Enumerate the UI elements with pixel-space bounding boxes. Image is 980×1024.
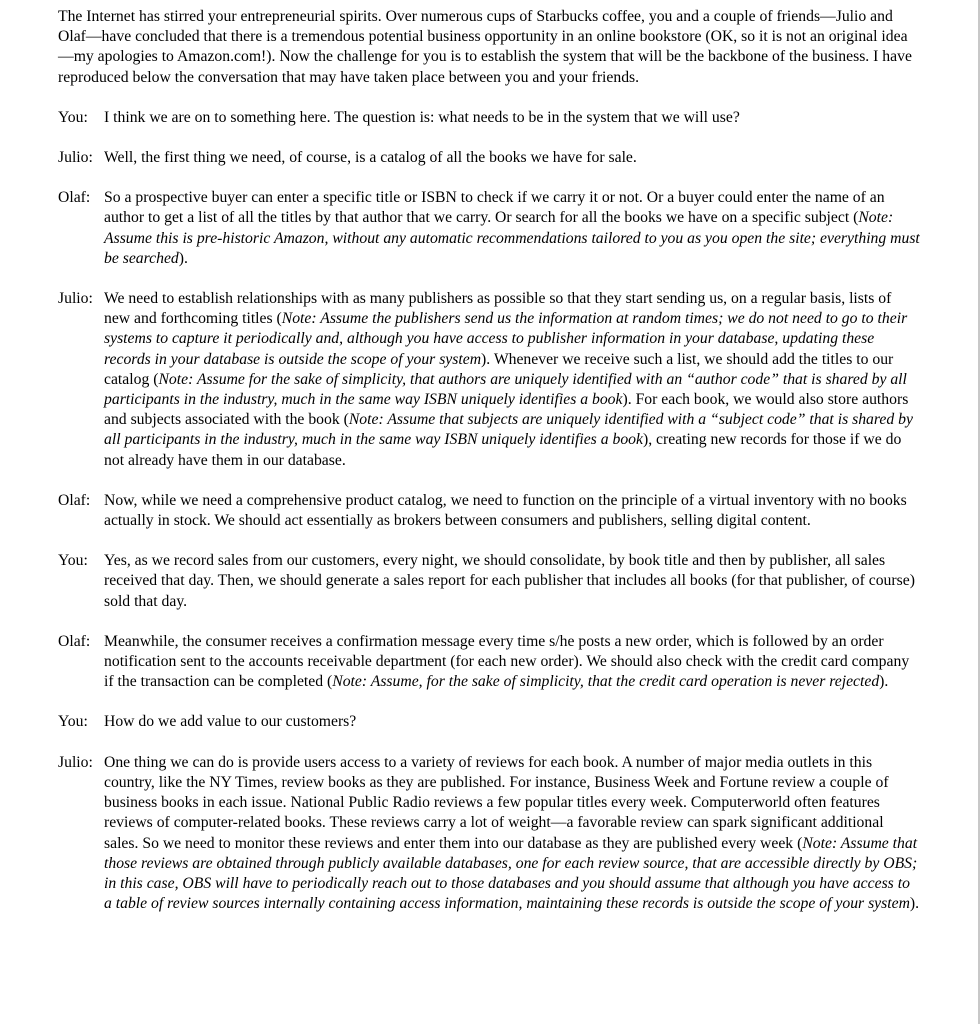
speaker-label: You: <box>58 713 88 731</box>
speaker-label: Olaf: <box>58 632 91 650</box>
speaker-label: You: <box>58 108 88 126</box>
italic-note: Note: Assume the publishers send us the information at random times; we do not need to go to their systems to capture it periodically and, although you have access to publisher information in your database, updating these records in your database is outside the scope of your system <box>104 310 908 368</box>
dialogue-turn <box>58 712 920 732</box>
speech-segment: ). <box>879 673 889 691</box>
document-body <box>58 7 920 934</box>
dialogue-turn <box>58 753 920 915</box>
dialogue-turn <box>58 188 920 269</box>
speech-text <box>104 148 920 168</box>
speech-text <box>104 108 920 128</box>
dialogue-turn <box>58 491 920 531</box>
italic-note: Note: Assume this is pre-historic Amazon, without any automatic recommendations tailored to you as you open the site; everything must be searched <box>104 209 920 267</box>
speaker-label: Julio: <box>58 753 93 771</box>
dialogue-turn <box>58 108 920 128</box>
speech-segment: ). For each book, we would also store authors and subjects associated with the book ( <box>104 391 909 429</box>
speech-segment: One thing we can do is provide users access to a variety of reviews for each book. A number of major media outlets in this country, like the NY Times, review books as they are published. For instance, Business Week and Fortune review a couple of business books in each issue. National Public Radio reviews a few popular titles every week. Computerworld often features reviews of computer-related books. These reviews carry a lot of weight—a favorable review can spark significant additional sales. So we need to monitor these reviews and enter them into our database as they are published every week ( <box>104 753 889 852</box>
dialogue-turn <box>58 551 920 612</box>
italic-note: Note: Assume, for the sake of simplicity, that the credit card operation is never rejected <box>332 673 880 691</box>
speech-text <box>104 551 920 612</box>
speaker-label: Olaf: <box>58 491 91 509</box>
speech-text <box>104 289 920 471</box>
speech-text <box>104 712 920 732</box>
speech-segment: Now, while we need a comprehensive product catalog, we need to function on the principle of a virtual inventory with no books actually in stock. We should act essentially as brokers between consumers and publishers, selling digital content. <box>104 491 907 530</box>
speaker-label: Julio: <box>58 290 93 308</box>
speaker-label: Olaf: <box>58 189 91 207</box>
italic-note: Note: Assume that subjects are uniquely identified with a “subject code” that is shared by all participants in the industry, much in the same way ISBN uniquely identifies a book <box>104 411 913 449</box>
speaker-label: You: <box>58 552 88 570</box>
speech-text <box>104 491 920 531</box>
speech-segment: How do we add value to our customers? <box>104 713 357 731</box>
speech-segment: ). Whenever we receive such a list, we should add the titles to our catalog ( <box>104 350 894 388</box>
speech-text <box>104 632 920 693</box>
speech-segment: Yes, as we record sales from our customers, every night, we should consolidate, by book title and then by publisher, all sales received that day. Then, we should generate a sales report for each publisher that includes all books (for that publisher, of course) sold that day. <box>104 552 915 610</box>
speech-segment: ), creating new records for those if we do not already have them in our database. <box>104 431 902 469</box>
italic-note: Note: Assume that those reviews are obtained through publicly available databases, one for each review source, that are accessible directly by OBS; in this case, OBS will have to periodically reach out to those databases and you should assume that although you have access to a table of review sources internally containing access information, maintaining these records is outside the scope of your system <box>104 834 918 913</box>
dialogue-turn <box>58 632 920 693</box>
speech-segment: Meanwhile, the consumer receives a confirmation message every time s/he posts a new order, which is followed by an order notification sent to the accounts receivable department (for each new order). We should also check with the credit card company if the transaction can be completed ( <box>104 632 910 691</box>
italic-note: Note: Assume for the sake of simplicity, that authors are uniquely identified with an “author code” that is shared by all participants in the industry, much in the same way ISBN uniquely identifies a book <box>104 370 907 409</box>
speech-segment: Well, the first thing we need, of course, is a catalog of all the books we have for sale. <box>104 149 637 167</box>
speech-text <box>104 753 920 915</box>
intro-paragraph: The Internet has stirred your entrepreneurial spirits. Over numerous cups of Starbucks coffee, you and a couple of friends—Julio and Olaf—have concluded that there is a tremendous potential business opportunity in an online bookstore (OK, so it is not an original idea—my apologies to Amazon.com!). Now the challenge for you is to establish the system that will be the backbone of the business. I have reproduced below the conversation that may have taken place between you and your friends. <box>58 8 912 86</box>
dialogue-turn <box>58 289 920 471</box>
speech-text <box>104 188 920 269</box>
speech-segment: So a prospective buyer can enter a specific title or ISBN to check if we carry it or not. Or a buyer could enter the name of an author to get a list of all the titles by that author that we carry. Or search for all the books we have on a specific subject ( <box>104 189 885 227</box>
speech-segment: ). <box>909 895 920 913</box>
speech-segment: ). <box>178 249 188 267</box>
speech-segment: I think we are on to something here. The question is: what needs to be in the system that we will use? <box>104 108 740 126</box>
dialogue <box>58 108 920 915</box>
dialogue-turn <box>58 148 920 168</box>
speech-segment: We need to establish relationships with as many publishers as possible so that they start sending us, on a regular basis, lists of new and forthcoming titles ( <box>104 290 892 328</box>
speaker-label: Julio: <box>58 149 93 167</box>
